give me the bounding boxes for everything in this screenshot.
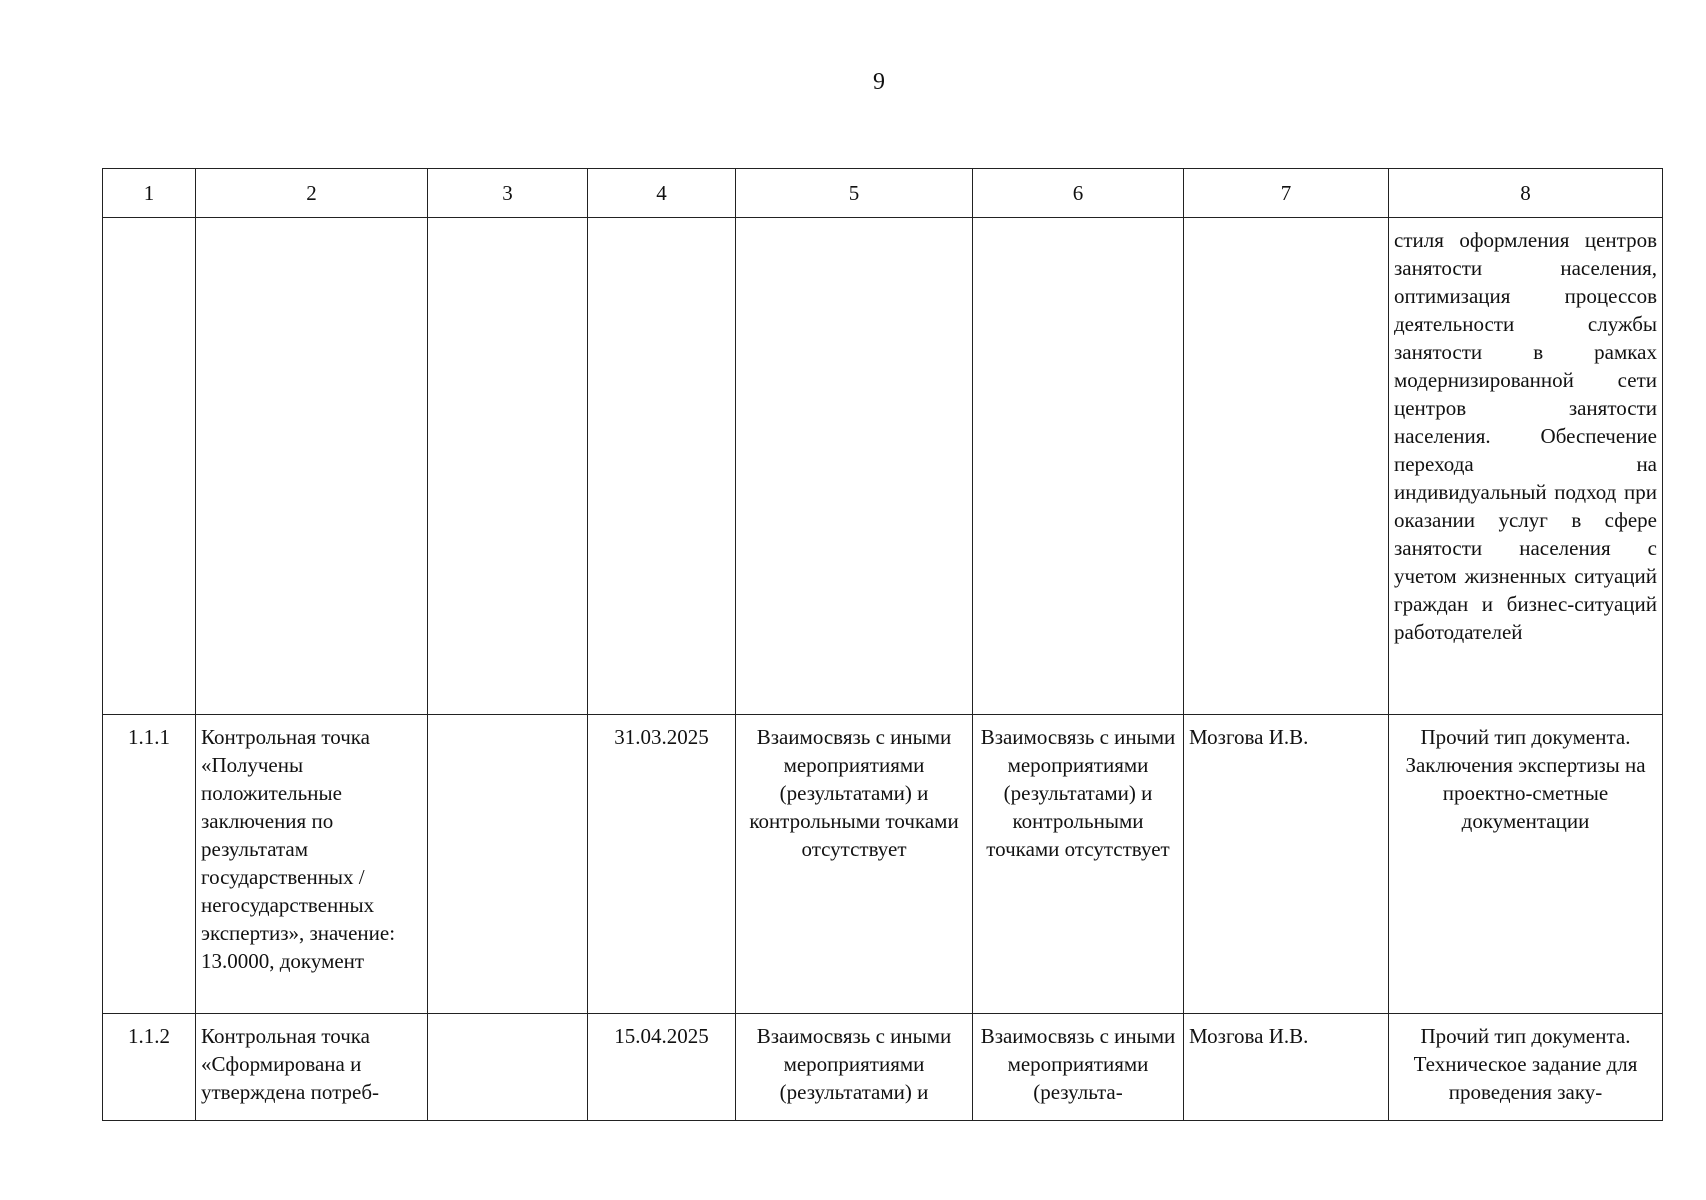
cell-relation-2 bbox=[973, 218, 1184, 715]
cell-name: Контрольная точка «Сформирована и утверждена потреб- bbox=[196, 1014, 428, 1121]
cell-relation: Взаимосвязь с иными мероприятиями (результатами) и контрольными точками отсутствует bbox=[736, 715, 973, 1014]
cell-relation bbox=[736, 218, 973, 715]
cell-col3 bbox=[428, 218, 588, 715]
cell-name: Контрольная точка «Получены положительные заключения по результатам государственных / негосударственных экспертиз», значение: 13.0000, документ bbox=[196, 715, 428, 1014]
column-header-1: 1 bbox=[103, 169, 196, 218]
column-header-5: 5 bbox=[736, 169, 973, 218]
cell-responsible bbox=[1184, 218, 1389, 715]
cell-col3 bbox=[428, 715, 588, 1014]
plan-table bbox=[102, 168, 1663, 1121]
page-number: 9 bbox=[873, 69, 885, 95]
table-row bbox=[103, 218, 1663, 715]
column-header-2: 2 bbox=[196, 169, 428, 218]
cell-responsible: Мозгова И.В. bbox=[1184, 1014, 1389, 1121]
cell-relation-2: Взаимосвязь с иными мероприятиями (результа- bbox=[973, 1014, 1184, 1121]
table-row bbox=[103, 715, 1663, 1014]
cell-responsible: Мозгова И.В. bbox=[1184, 715, 1389, 1014]
column-header-4: 4 bbox=[588, 169, 736, 218]
cell-relation: Взаимосвязь с иными мероприятиями (результатами) и bbox=[736, 1014, 973, 1121]
cell-relation-2: Взаимосвязь с иными мероприятиями (результатами) и контрольными точками отсутствует bbox=[973, 715, 1184, 1014]
cell-number bbox=[103, 218, 196, 715]
column-header-8: 8 bbox=[1389, 169, 1663, 218]
cell-number: 1.1.2 bbox=[103, 1014, 196, 1121]
header-row bbox=[103, 169, 1663, 218]
cell-description: Прочий тип документа. Заключения экспертизы на проектно-сметные документации bbox=[1389, 715, 1663, 1014]
table-row bbox=[103, 1014, 1663, 1121]
cell-number: 1.1.1 bbox=[103, 715, 196, 1014]
column-header-3: 3 bbox=[428, 169, 588, 218]
column-header-6: 6 bbox=[973, 169, 1184, 218]
cell-date: 15.04.2025 bbox=[588, 1014, 736, 1121]
column-header-7: 7 bbox=[1184, 169, 1389, 218]
cell-col3 bbox=[428, 1014, 588, 1121]
cell-date bbox=[588, 218, 736, 715]
cell-description: Прочий тип документа. Техническое задание для проведения заку- bbox=[1389, 1014, 1663, 1121]
cell-description: стиля оформления центров занятости населения, оптимизация процессов деятельности службы занятости в рамках модернизированной сети центров занятости населения. Обеспечение перехода на индивидуальный подход при оказании услуг в сфере занятости населения с учетом жизненных ситуаций граждан и бизнес-ситуаций работодателей bbox=[1389, 218, 1663, 715]
cell-name bbox=[196, 218, 428, 715]
cell-date: 31.03.2025 bbox=[588, 715, 736, 1014]
